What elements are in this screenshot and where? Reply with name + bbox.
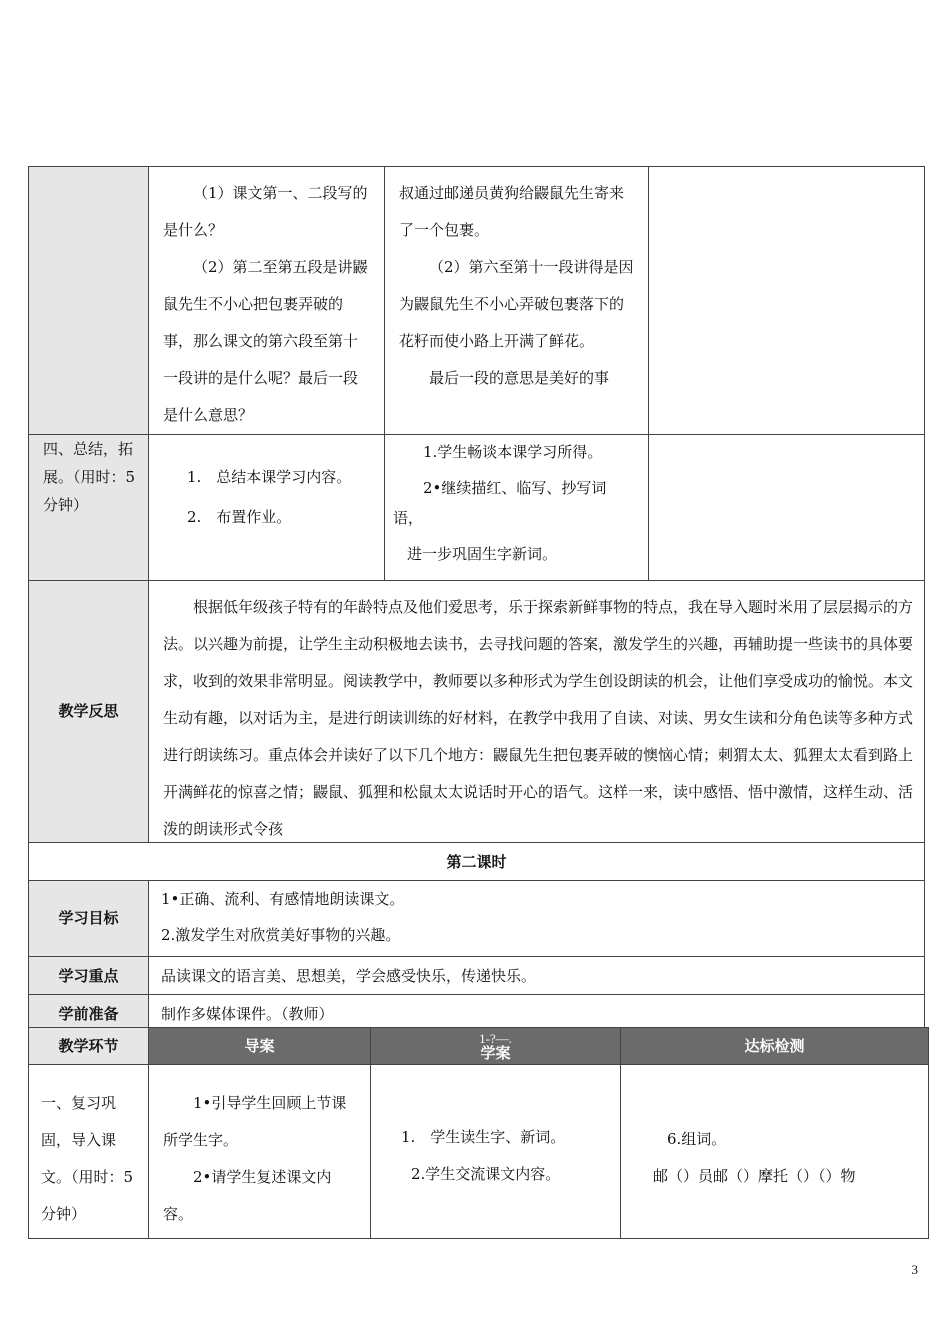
guide-item-2: 2•请学生复述课文内容。 [163, 1168, 332, 1223]
table-row [29, 167, 925, 435]
goal-item-2: 2.激发学生对欣赏美好事物的兴趣。 [161, 926, 401, 944]
check-cell [621, 1065, 929, 1239]
table-row [29, 1065, 929, 1239]
study-cell [371, 1065, 621, 1239]
stage-label: 展。（用时：5 [43, 468, 136, 486]
stage-cell [29, 167, 149, 435]
stage-cell [29, 435, 149, 581]
header-study-label: 学案 [480, 1044, 511, 1062]
guide-question-1: （1）课文第一、二段写的是什么？ [163, 184, 368, 239]
header-guide: 导案 [149, 1028, 371, 1065]
table-row [29, 881, 925, 957]
goal-item-1: 1•正确、流利、有感情地朗读课文。 [161, 890, 405, 908]
lesson-table-top [28, 166, 925, 1033]
study-answer-3: 最后一段的意思是美好的事 [429, 369, 610, 387]
table-row [29, 581, 925, 843]
stage-label: 四、总结，拓 [43, 440, 134, 458]
stage-label: 一、复习巩固，导入课文。（用时：5分钟） [41, 1094, 134, 1223]
study-item-3: 进一步巩固生字新词。 [407, 545, 558, 563]
table-row [29, 957, 925, 995]
goals-label: 学习目标 [29, 881, 149, 957]
study-cell [385, 167, 649, 435]
study-answer-1: 叔通过邮递员黄狗给鼹鼠先生寄来了一个包裹。 [399, 184, 625, 239]
goals-cell [149, 881, 925, 957]
check-cell [649, 167, 925, 435]
guide-item-1: 1•引导学生回顾上节课所学生字。 [163, 1094, 347, 1149]
table-row [29, 843, 925, 881]
check-item-1: 6.组词。 [667, 1130, 727, 1148]
header-stage: 教学环节 [29, 1028, 149, 1065]
study-answer-2: （2）第六至第十一段讲得是因为鼹鼠先生不小心弄破包裹落下的花籽而使小路上开满了鲜花。 [399, 258, 634, 350]
reflection-label: 教学反思 [29, 581, 149, 843]
study-cell [385, 435, 649, 581]
key-label: 学习重点 [29, 957, 149, 995]
session-title: 第二课时 [29, 843, 925, 881]
guide-item-2: 2. 布置作业。 [187, 508, 292, 526]
check-cell [649, 435, 925, 581]
guide-question-2: （2）第二至第五段是讲鼹鼠先生不小心把包裹弄破的事，那么课文的第六段至第十一段讲的是什么呢？最后一段是什么意思？ [163, 258, 368, 424]
study-item-1: 1.学生畅谈本课学习所得。 [423, 443, 603, 461]
stage-label: 分钟） [43, 496, 89, 514]
prep-label: 学前准备 [29, 995, 149, 1033]
header-check: 达标检测 [621, 1028, 929, 1065]
reflection-text [149, 581, 925, 843]
prep-text: 制作多媒体课件。（教师） [149, 995, 925, 1033]
key-text: 品读课文的语言美、思想美，学会感受快乐，传递快乐。 [149, 957, 925, 995]
check-item-2: 邮（）员邮（）摩托（）（）物 [653, 1167, 856, 1185]
guide-cell [149, 435, 385, 581]
header-study [371, 1028, 621, 1065]
guide-item-1: 1. 总结本课学习内容。 [187, 468, 352, 486]
study-item-2: 2.学生交流课文内容。 [411, 1165, 561, 1183]
page-number: 3 [911, 1262, 918, 1277]
study-item-2: 2•继续描红、临写、抄写词语， [393, 479, 607, 527]
header-study-top: 1-?—. [479, 1031, 512, 1046]
table-row [29, 435, 925, 581]
study-item-1: 1. 学生读生字、新词。 [401, 1128, 566, 1146]
guide-cell [149, 167, 385, 435]
table-row [29, 1028, 929, 1065]
lesson-table-bottom [28, 1027, 929, 1239]
reflection-paragraph: 根据低年级孩子特有的年龄特点及他们爱思考，乐于探索新鲜事物的特点，我在导入题时米用了层层揭示的方法。以兴趣为前提，让学生主动积极地去读书，去寻找问题的答案，激发学生的兴趣，再辅助提一些读书的具体要求，收到的效果非常明显。阅读教学中，教师要以多种形式为学生创设朗读的机会，让他们享受成功的愉悦。本文生动有趣，以对话为主，是进行朗读训练的好材料，在教学中我用了自读、对读、男女生读和分角色读等多种方式进行朗读练习。重点体会并读好了以下几个地方：鼹鼠先生把包裹弄破的懊恼心情；刺猬太太、狐狸太太看到路上开满鲜花的惊喜之情；鼹鼠、狐狸和松鼠太太说话时开心的语气。这样一来，读中感悟、悟中激情，这样生动、活泼的朗读形式令孩 [163, 598, 914, 838]
stage-cell [29, 1065, 149, 1239]
guide-cell [149, 1065, 371, 1239]
